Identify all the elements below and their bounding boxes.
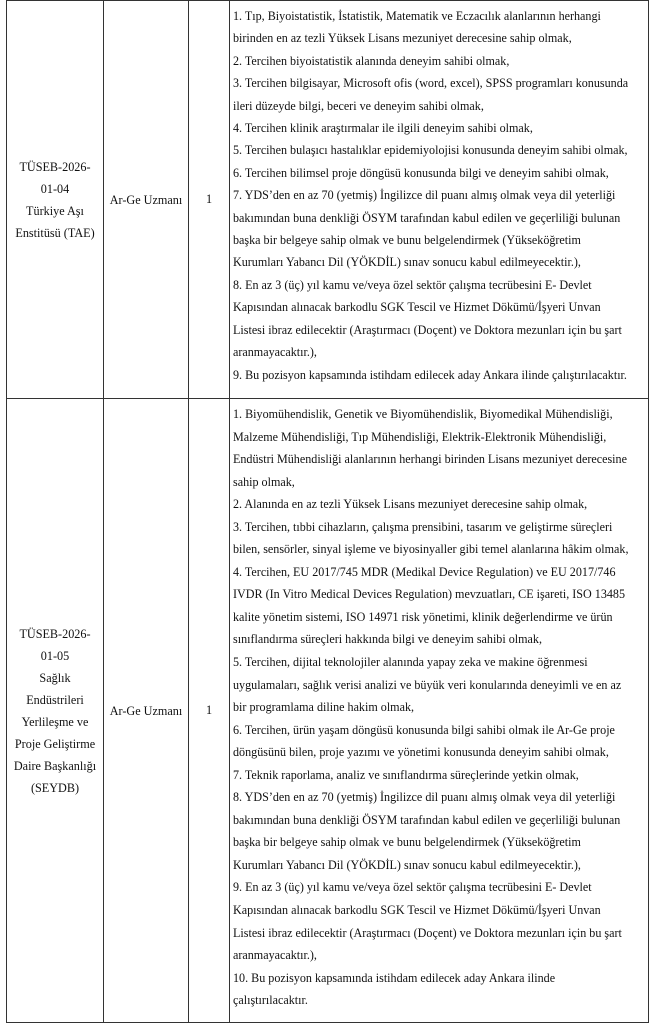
- requirement-line: uygulamaları, sağlık verisi analizi ve büyük veri konularında deneyimli ve en az: [233, 677, 622, 692]
- code-line: Yerlileşme ve: [21, 714, 89, 729]
- requirements-cell: [230, 399, 649, 1023]
- code-line: Sağlık: [39, 670, 71, 685]
- requirement-line: sahip olmak,: [233, 474, 295, 489]
- requirement-line: Malzeme Mühendisliği, Tıp Mühendisliği, Elektrik-Elektronik Mühendisliği,: [233, 429, 607, 444]
- requirement-line: 2. Tercihen biyoistatistik alanında deneyim sahibi olmak,: [233, 53, 510, 68]
- requirement-line: başka bir belgeye sahip olmak ve bunu belgelendirmek (Yükseköğretim: [233, 233, 581, 248]
- requirement-line: 5. Tercihen bulaşıcı hastalıklar epidemiyolojisi konusunda deneyim sahibi olmak,: [233, 143, 628, 158]
- code-line: Enstitüsü (TAE): [15, 225, 95, 240]
- requirement-line: 8. YDS’den en az 70 (yetmiş) İngilizce dil puanı almış olmak veya dil yeterliği: [233, 790, 616, 805]
- requirement-line: bilen, sensörler, sinyal işleme ve biyosinyaller gibi temel alanlarına hâkim olmak,: [233, 542, 629, 557]
- position-code-cell: [7, 399, 104, 1023]
- requirement-line: 9. Bu pozisyon kapsamında istihdam edilecek aday Ankara ilinde çalıştırılacaktır.: [233, 367, 627, 382]
- requirement-line: Endüstri Mühendisliği alanlarının herhangi birinden Lisans mezuniyet derecesine: [233, 452, 627, 467]
- requirement-line: Listesi ibraz edilecektir (Araştırmacı (Doçent) ve Doktora mezunları için bu şart: [233, 322, 622, 337]
- requirement-line: 10. Bu pozisyon kapsamında istihdam edilecek aday Ankara ilinde: [233, 970, 556, 985]
- requirement-line: kalite yönetim sistemi, ISO 14971 risk yönetimi, klinik değerlendirme ve ürün: [233, 609, 613, 624]
- position-title-cell: Ar-Ge Uzmanı: [104, 399, 189, 1023]
- requirement-line: Listesi ibraz edilecektir (Araştırmacı (Doçent) ve Doktora mezunları için bu şart: [233, 925, 622, 940]
- code-line: 01-05: [40, 648, 70, 663]
- code-line: Daire Başkanlığı: [13, 758, 97, 773]
- requirement-line: ileri düzeyde bilgi, beceri ve deneyim sahibi olmak,: [233, 98, 484, 113]
- requirement-line: Kurumları Yabancı Dil (YÖKDİL) sınav sonucu kabul edilmeyecektir.),: [233, 255, 581, 270]
- requirement-line: 5. Tercihen, dijital teknolojiler alanında yapay zeka ve makine öğrenmesi: [233, 655, 588, 670]
- requirement-line: çalıştırılacaktır.: [233, 993, 308, 1008]
- requirement-line: aranmayacaktır.),: [233, 948, 317, 963]
- requirement-line: bakımından buna denkliği ÖSYM tarafından kabul edilen ve geçerliliği bulunan: [233, 812, 621, 827]
- requirement-line: Kapısından alınacak barkodlu SGK Tescil ve Hizmet Dökümü/İşyeri Unvan: [233, 903, 601, 918]
- requirement-line: 7. YDS’den en az 70 (yetmiş) İngilizce dil puanı almış olmak veya dil yeterliği: [233, 188, 616, 203]
- table-row: [7, 399, 649, 1023]
- position-count-cell: 1: [189, 399, 230, 1023]
- requirement-line: 7. Teknik raporlama, analiz ve sınıflandırma süreçlerinde yetkin olmak,: [233, 767, 579, 782]
- requirement-line: 2. Alanında en az tezli Yüksek Lisans mezuniyet derecesine sahip olmak,: [233, 497, 588, 512]
- code-line: (SEYDB): [30, 780, 80, 795]
- position-count-cell: 1: [189, 1, 230, 399]
- requirement-line: başka bir belgeye sahip olmak ve bunu belgelendirmek (Yükseköğretim: [233, 835, 581, 850]
- requirement-line: 1. Tıp, Biyoistatistik, İstatistik, Matematik ve Eczacılık alanlarının herhangi: [233, 9, 601, 23]
- requirement-line: döngüsünü bilen, proje yazımı ve yönetimi konusunda deneyim sahibi olmak,: [233, 745, 609, 760]
- requirement-line: 6. Tercihen bilimsel proje döngüsü konusunda bilgi ve deneyim sahibi olmak,: [233, 165, 609, 180]
- requirement-line: aranmayacaktır.),: [233, 345, 317, 360]
- position-title-cell: Ar-Ge Uzmanı: [104, 1, 189, 399]
- requirement-line: 8. En az 3 (üç) yıl kamu ve/veya özel sektör çalışma tecrübesini E- Devlet: [233, 277, 592, 292]
- requirements-cell: [230, 1, 649, 399]
- requirement-line: 4. Tercihen klinik araştırmalar ile ilgili deneyim sahibi olmak,: [233, 121, 533, 136]
- positions-table: [6, 0, 649, 1023]
- requirement-line: Kurumları Yabancı Dil (YÖKDİL) sınav sonucu kabul edilmeyecektir.),: [233, 857, 581, 872]
- requirement-line: bakımından buna denkliği ÖSYM tarafından kabul edilen ve geçerliliği bulunan: [233, 210, 621, 225]
- code-line: TÜSEB-2026-: [19, 626, 91, 641]
- requirement-line: 9. En az 3 (üç) yıl kamu ve/veya özel sektör çalışma tecrübesini E- Devlet: [233, 880, 592, 895]
- code-line: Endüstrileri: [26, 692, 84, 707]
- requirement-line: IVDR (In Vitro Medical Devices Regulation) mevzuatları, CE işareti, ISO 13485: [233, 587, 626, 602]
- requirement-line: 3. Tercihen bilgisayar, Microsoft ofis (word, excel), SPSS programları konusunda: [233, 76, 629, 91]
- table-row: [7, 1, 649, 399]
- requirement-line: birinden en az tezli Yüksek Lisans mezuniyet derecesine sahip olmak,: [233, 31, 572, 46]
- requirement-line: 6. Tercihen, ürün yaşam döngüsü konusunda bilgi sahibi olmak ile Ar-Ge proje: [233, 722, 615, 737]
- code-line: TÜSEB-2026-: [19, 159, 91, 174]
- requirement-line: Kapısından alınacak barkodlu SGK Tescil ve Hizmet Dökümü/İşyeri Unvan: [233, 300, 601, 315]
- code-line: Proje Geliştirme: [14, 736, 96, 751]
- requirement-line: 1. Biyomühendislik, Genetik ve Biyomühendislik, Biyomedikal Mühendisliği,: [233, 407, 613, 421]
- code-line: 01-04: [40, 181, 70, 196]
- requirement-line: 4. Tercihen, EU 2017/745 MDR (Medikal Device Regulation) ve EU 2017/746: [233, 564, 616, 579]
- position-code-cell: [7, 1, 104, 399]
- requirement-line: 3. Tercihen, tıbbi cihazların, çalışma prensibini, tasarım ve geliştirme süreçleri: [233, 519, 613, 534]
- requirement-line: sınıflandırma süreçleri hakkında bilgi ve deneyim sahibi olmak,: [233, 632, 542, 647]
- code-line: Türkiye Aşı: [26, 203, 84, 218]
- requirement-line: bir programlama diline hakim olmak,: [233, 700, 415, 715]
